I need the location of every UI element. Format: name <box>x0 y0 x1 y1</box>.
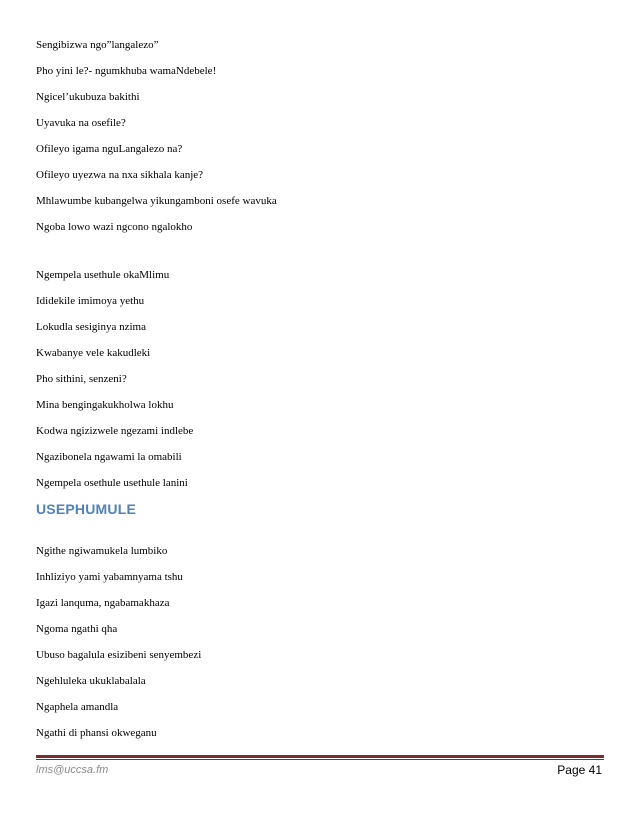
poem-line: Ofileyo uyezwa na nxa sikhala kanje? <box>36 169 204 181</box>
poem-line: Ofileyo igama nguLangalezo na? <box>36 143 183 155</box>
poem-line: Ngathi di phansi okweganu <box>36 727 157 739</box>
footer-email: lms@uccsa.fm <box>36 764 109 776</box>
poem-line: Pho yini le?- ngumkhuba wamaNdebele! <box>36 65 217 77</box>
poem-line: Ngicel’ukubuza bakithi <box>36 91 140 103</box>
poem-line: Ngoma ngathi qha <box>36 623 118 635</box>
poem-line: Sengibizwa ngo”langalezo” <box>36 39 159 51</box>
poem-line: Kodwa ngizizwele ngezami indlebe <box>36 425 194 437</box>
poem-line: Mina bengingakukholwa lokhu <box>36 399 174 411</box>
poem-line: Ngempela osethule usethule lanini <box>36 477 188 489</box>
poem-line: Ngehluleka ukuklabalala <box>36 675 146 687</box>
footer-divider <box>36 755 604 758</box>
poem-line: Ngazibonela ngawami la omabili <box>36 451 182 463</box>
poem-line: Uyavuka na osefile? <box>36 117 126 129</box>
poem-line: Lokudla sesiginya nzima <box>36 321 146 333</box>
poem-line: Ngithe ngiwamukela lumbiko <box>36 545 168 557</box>
poem-line: Ididekile imimoya yethu <box>36 295 145 307</box>
poem-line: Ubuso bagalula esizibeni senyembezi <box>36 649 202 661</box>
poem-line: Kwabanye vele kakudleki <box>36 347 151 359</box>
poem-line: Ngempela usethule okaMlimu <box>36 269 170 281</box>
poem-line: Igazi lanquma, ngabamakhaza <box>36 597 170 609</box>
poem-line: Pho sithini, senzeni? <box>36 373 127 385</box>
poem-line: Ngaphela amandla <box>36 701 119 713</box>
footer-divider-thin <box>36 759 604 760</box>
section-heading: USEPHUMULE <box>36 501 137 517</box>
poem-line: Inhliziyo yami yabamnyama tshu <box>36 571 183 583</box>
poem-line: Mhlawumbe kubangelwa yikungamboni osefe wavuka <box>36 195 277 207</box>
poem-line: Ngoba lowo wazi ngcono ngalokho <box>36 221 193 233</box>
page-number: Page 41 <box>557 763 602 777</box>
